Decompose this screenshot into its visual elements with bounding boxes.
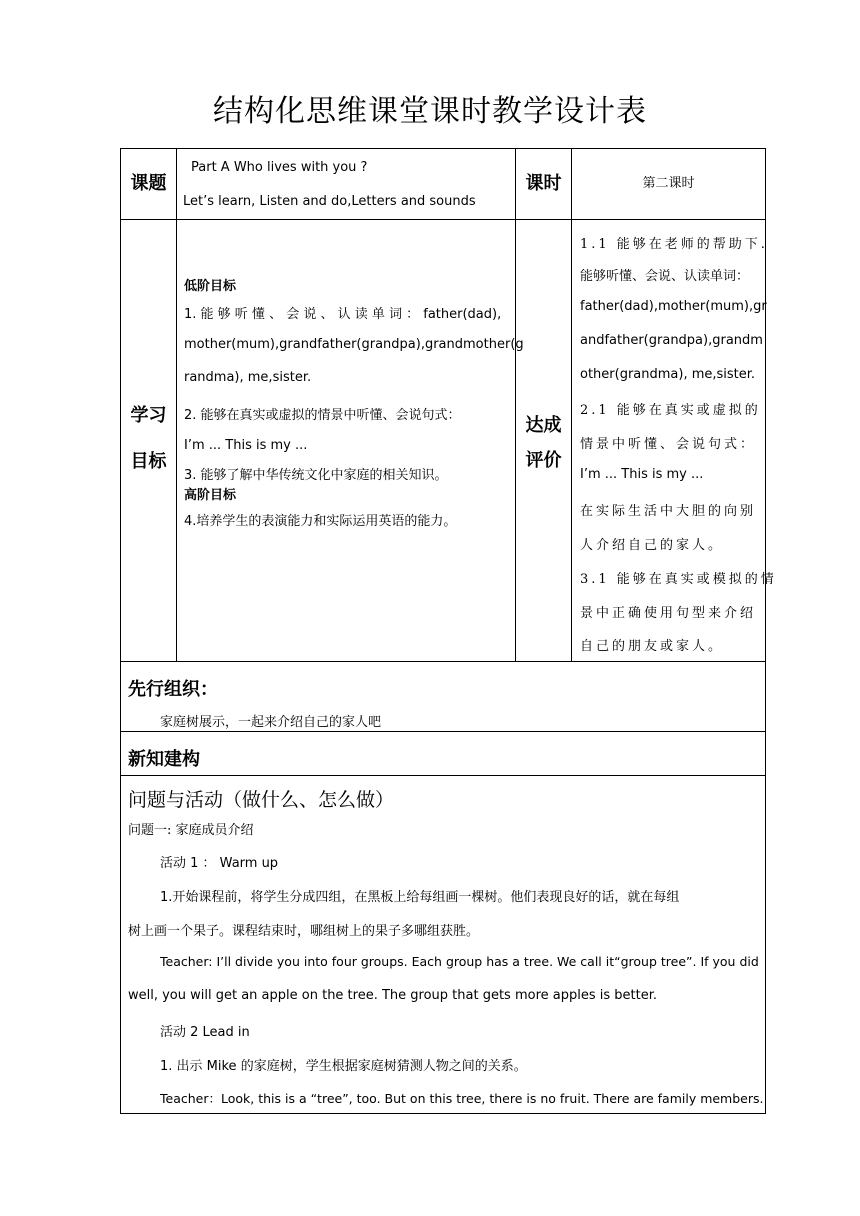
row-divider <box>121 775 765 776</box>
question-one: 问题一: 家庭成员介绍 <box>128 823 254 838</box>
goals-label-2: 目标 <box>130 451 167 472</box>
new-knowledge-heading: 新知建构 <box>128 749 200 770</box>
high-goals-heading: 高阶目标 <box>184 488 237 503</box>
goal-line: 2. 能够在真实或虚拟的情景中听懂、会说句式： <box>184 408 461 423</box>
evaluation-line: 景中正确使用句型来介绍 <box>580 606 757 621</box>
paragraph-line: Teacher：Look, this is a “tree”, too. But on this tree, there is no fruit. There are family members. <box>160 1091 764 1106</box>
goal-line: 4.培养学生的表演能力和实际运用英语的能力。 <box>184 514 457 529</box>
evaluation-line: 情景中听懂、会说句式： <box>580 437 757 452</box>
goal-line: randma), me,sister. <box>184 370 312 385</box>
goal-line: I’m ... This is my ... <box>184 438 308 453</box>
evaluation-line: andfather(grandpa),grandm <box>580 333 763 348</box>
advance-heading: 先行组织： <box>128 679 218 700</box>
evaluation-line: 人介绍自己的家人。 <box>580 538 725 553</box>
activity-two-title: 活动 2 Lead in <box>160 1025 250 1040</box>
low-goals-heading: 低阶目标 <box>184 279 237 294</box>
lesson-plan-table <box>120 148 777 1114</box>
row-divider <box>121 731 765 732</box>
evaluation-line: other(grandma), me,sister. <box>580 367 756 382</box>
evaluation-line: 3.1 能够在真实或模拟的情 <box>580 572 777 587</box>
topic-label: 课题 <box>130 173 167 194</box>
evaluation-line: 在实际生活中大胆的向别 <box>580 504 757 519</box>
evaluation-line: 1.1 能够在老师的帮助下. <box>580 237 768 252</box>
goal-line: 1. 能 够 听 懂 、 会 说 、 认 读 单 词 ： father(dad), <box>184 307 502 322</box>
evaluation-label-2: 评价 <box>525 450 562 471</box>
paragraph-line: well, you will get an apple on the tree. The group that gets more apples is better. <box>128 988 657 1003</box>
paragraph-line: 1.开始课程前，将学生分成四组，在黑板上给每组画一棵树。他们表现良好的话，就在每组 <box>160 890 680 905</box>
paragraph-line: 1. 出示 Mike 的家庭树，学生根据家庭树猜测人物之间的关系。 <box>160 1059 527 1074</box>
column-divider <box>176 149 177 661</box>
period-label: 课时 <box>525 173 562 194</box>
goal-line: 3. 能够了解中华传统文化中家庭的相关知识。 <box>184 468 448 483</box>
goal-line: mother(mum),grandfather(grandpa),grandmother(g <box>184 337 524 352</box>
topic-line-1: Part A Who lives with you ? <box>191 160 368 175</box>
topic-line-2: Let’s learn, Listen and do,Letters and sounds <box>183 194 476 209</box>
paragraph-line: 树上画一个果子。课程结束时，哪组树上的果子多哪组获胜。 <box>128 924 480 939</box>
evaluation-line: 自己的朋友或家人。 <box>580 639 725 654</box>
evaluation-line: 2.1 能够在真实或虚拟的 <box>580 403 761 418</box>
paragraph-line: Teacher: I’ll divide you into four groups. Each group has a tree. We call it“group tree”. If you did <box>160 954 759 969</box>
activity-one-title: 活动 1 ： Warm up <box>160 856 279 871</box>
advance-text: 家庭树展示，一起来介绍自己的家人吧 <box>160 715 382 730</box>
row-divider <box>121 219 765 220</box>
activities-heading: 问题与活动（做什么、怎么做） <box>128 789 395 811</box>
period-value: 第二课时 <box>642 176 695 191</box>
goals-label-1: 学习 <box>130 405 167 426</box>
evaluation-line: father(dad),mother(mum),gr <box>580 299 767 314</box>
column-divider <box>571 149 572 661</box>
evaluation-label-1: 达成 <box>525 415 562 436</box>
evaluation-line: 能够听懂、会说、认读单词： <box>580 269 750 284</box>
row-divider <box>121 661 765 662</box>
evaluation-line: I’m ... This is my ... <box>580 467 704 482</box>
column-divider <box>515 149 516 661</box>
page-title: 结构化思维课堂课时教学设计表 <box>213 94 647 129</box>
